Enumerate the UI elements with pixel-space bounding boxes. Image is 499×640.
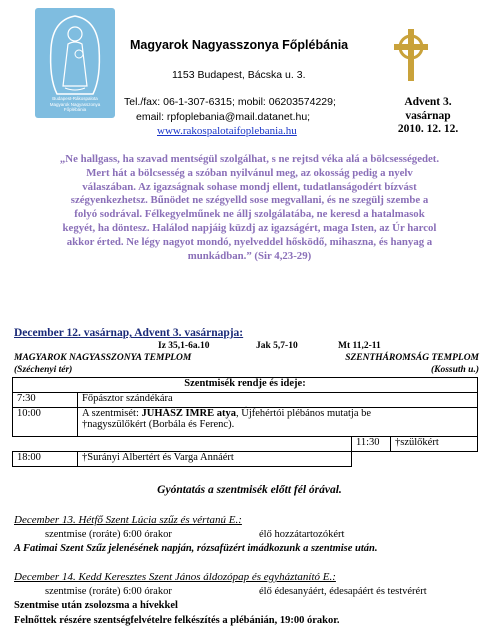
church-right: SZENTHÁROMSÁG TEMPLOM	[345, 353, 479, 363]
parish-logo	[35, 8, 115, 118]
celebrant-name: JUHÁSZ IMRE atya	[141, 408, 237, 419]
section-title: December 12. vasárnap, Advent 3. vasárnapja:	[14, 327, 244, 339]
mass-intention: †szülőkért	[391, 437, 478, 452]
parish-name: Magyarok Nagyasszonya Főplébánia	[130, 38, 349, 52]
mass-text-suffix: , Újfehértói plébános mutatja be	[236, 408, 372, 419]
mass-intention	[78, 408, 478, 437]
logo-caption-1: Budapest-Rákospalota	[52, 96, 98, 101]
mass-intention: †Surányi Albertért és Varga Annáért	[78, 452, 352, 467]
quote-line: Mert hát a bölcsesség a szóban nyilvánul meg, az okosság pedig a nyelv	[86, 166, 413, 179]
quote-line: szégyenkezhetsz. Bűnödet ne szégyelld sose megvallani, és ne szegülj szembe a	[70, 194, 429, 207]
day-note: Szentmise után zsolozsma a hívekkel	[14, 600, 178, 611]
day-title: December 14. Kedd Keresztes Szent János áldozópap és egyháztanító E.:	[14, 571, 336, 583]
church-left: MAGYAROK NAGYASSZONYA TEMPLOM	[14, 353, 192, 363]
day-note: A Fatimai Szent Szűz jelenésének napján, rózsafüzért imádkozunk a szentmise után.	[14, 543, 378, 554]
mass-time: 7:30	[13, 393, 78, 408]
church-right-sub: (Kossuth u.)	[430, 365, 479, 375]
advent-line2: vasárnap	[405, 109, 451, 122]
sirach-quote	[14, 153, 485, 263]
table-header-row	[13, 378, 478, 393]
website-link[interactable]: www.rakospalotaifoplebania.hu	[157, 125, 297, 137]
reading-3: Mt 11,2-11	[338, 341, 381, 351]
mass-text-line2: †nagyszülőkért (Borbála és Ferenc).	[82, 419, 235, 430]
quote-line: munkádban.” (Sir 4,23-29)	[187, 249, 312, 262]
reading-1: Iz 35,1-6a.10	[158, 341, 210, 351]
table-row	[13, 437, 478, 452]
confession-note: Gyóntatás a szentmisék előtt fél órával.	[157, 484, 342, 496]
mass-time: 18:00	[13, 452, 78, 467]
table-row	[13, 393, 478, 408]
mass-time: 10:00	[13, 408, 78, 437]
advent-line3: 2010. 12. 12.	[397, 123, 459, 135]
mass-intention: Főpásztor szándékára	[78, 393, 478, 408]
quote-line: „Ne hallgass, ha szavad mentségül szolgálhat, s ne rejtsd véka alá a bölcsességedet.	[59, 153, 440, 165]
phone: Tel./fax: 06-1-307-6315; mobil: 06203574229;	[124, 96, 336, 108]
reading-2: Jak 5,7-10	[256, 341, 298, 351]
quote-line: akkor érted. Ne légy nagyot mondó, nyelveddel hősködő, mihaszna, és hanyag a	[66, 235, 433, 248]
table-header: Szentmisék rendje és ideje:	[13, 378, 478, 393]
mass-time: 11:30	[352, 437, 391, 452]
advent-line1: Advent 3.	[404, 96, 452, 108]
address: 1153 Budapest, Bácska u. 3.	[172, 69, 306, 81]
table-row	[13, 452, 478, 467]
day-intention: élő édesanyáért, édesapáért és testvérért	[259, 586, 427, 597]
celtic-cross-icon	[389, 27, 433, 83]
logo-caption-3: Főplébánia	[63, 107, 87, 112]
day-mass: szentmise (roráte) 6:00 órakor	[45, 529, 172, 540]
quote-line: kegyét, ha döntesz. Halálod napjáig küzdj az igazságért, maga Isten, az Úr harcol	[62, 221, 437, 234]
quote-line: folyó sodrával. Félkegyelműnek ne állj szolgálatába, ne keresd a hatalmasok	[74, 208, 425, 221]
mass-schedule-table	[12, 377, 478, 467]
quote-line: válaszában. Az igazságnak sohase mondj ellent, tudatlanságodért bízvást	[82, 180, 417, 193]
church-left-sub: (Széchenyi tér)	[14, 365, 73, 375]
day-intention: élő hozzátartozókért	[259, 529, 345, 540]
advent-block	[380, 96, 476, 137]
logo-caption-2: Magyarok Nagyasszonya	[49, 101, 101, 107]
day-title: December 13. Hétfő Szent Lúcia szűz és vértanú E.:	[14, 514, 242, 526]
day-note: Felnőttek részére szentségfelvételre felkészítés a plébánián, 19:00 órakor.	[14, 615, 340, 626]
email: email: rpfoplebania@mail.datanet.hu;	[136, 111, 311, 123]
day-mass: szentmise (roráte) 6:00 órakor	[45, 586, 172, 597]
table-row	[13, 408, 478, 437]
mass-text-prefix: A szentmisét:	[82, 408, 142, 419]
